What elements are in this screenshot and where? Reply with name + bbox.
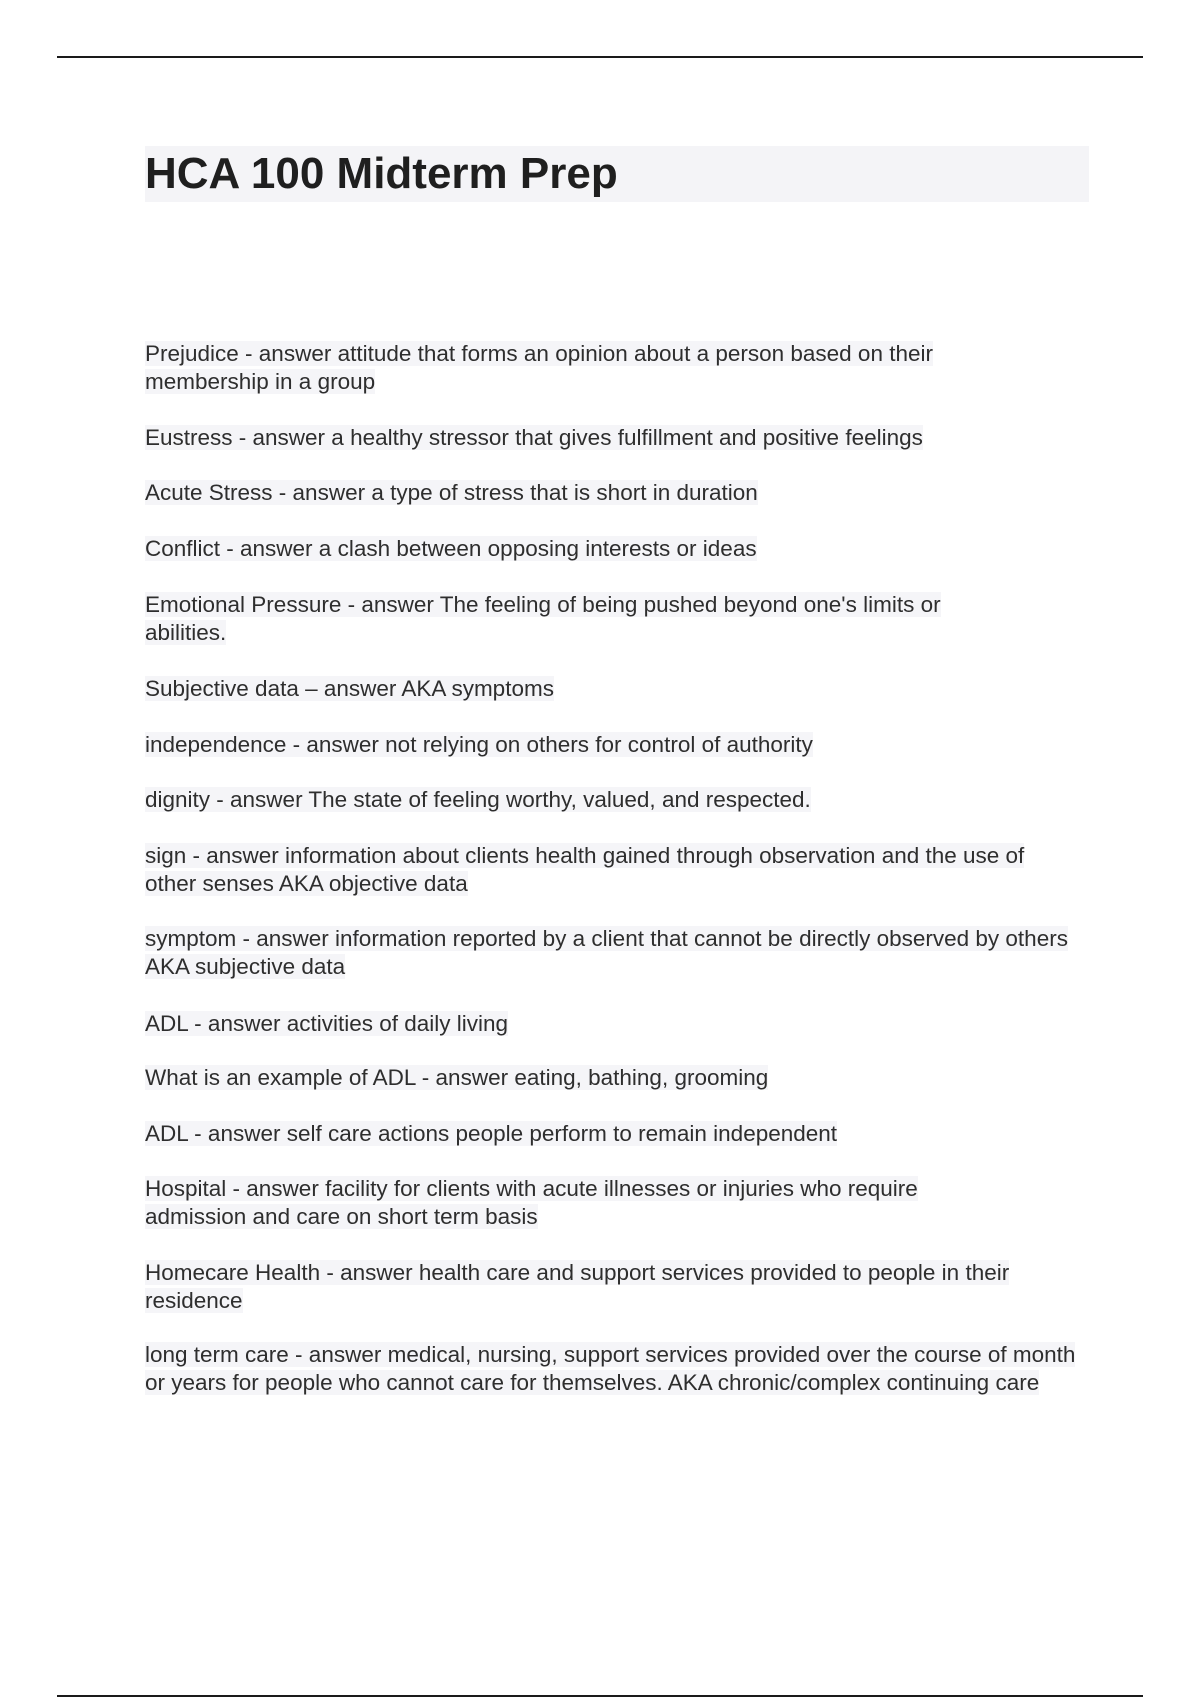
flashcard-entry	[145, 1120, 1085, 1148]
entry-text: What is an example of ADL - answer eating, bathing, grooming	[145, 1065, 769, 1090]
entry-text: Subjective data – answer AKA symptoms	[145, 676, 554, 701]
entry-text: Hospital - answer facility for clients with acute illnesses or injuries who require admission and care on short term basis	[145, 1176, 918, 1229]
bottom-rule	[57, 1695, 1143, 1697]
entry-text: ADL - answer activities of daily living	[145, 1011, 509, 1036]
entry-text: Prejudice - answer attitude that forms an opinion about a person based on their membership in a group	[145, 341, 933, 394]
flashcard-entry	[145, 1259, 1085, 1315]
entry-text: independence - answer not relying on others for control of authority	[145, 732, 813, 757]
flashcard-entry	[145, 1175, 1005, 1231]
page-title: HCA 100 Midterm Prep	[145, 149, 618, 198]
entry-text: Conflict - answer a clash between opposing interests or ideas	[145, 536, 757, 561]
flashcard-entry	[145, 591, 1015, 647]
entry-text: dignity - answer The state of feeling worthy, valued, and respected.	[145, 787, 811, 812]
flashcard-entry	[145, 1010, 1085, 1038]
top-rule	[57, 56, 1143, 58]
flashcard-entry	[145, 1341, 1080, 1397]
entry-text: Emotional Pressure - answer The feeling of being pushed beyond one's limits or abilities.	[145, 592, 941, 645]
entry-text: long term care - answer medical, nursing, support services provided over the course of month or years for people who cannot care for themselves. AKA chronic/complex continuing care	[145, 1342, 1076, 1395]
flashcard-entry	[145, 535, 1085, 563]
entry-text: Homecare Health - answer health care and support services provided to people in their residence	[145, 1260, 1010, 1313]
flashcard-entry	[145, 731, 1085, 759]
entry-text: Acute Stress - answer a type of stress that is short in duration	[145, 480, 758, 505]
flashcard-entry	[145, 479, 1085, 507]
flashcard-entry	[145, 675, 1085, 703]
flashcard-entry	[145, 340, 1015, 396]
entry-text: ADL - answer self care actions people perform to remain independent	[145, 1121, 838, 1146]
entry-text: Eustress - answer a healthy stressor that gives fulfillment and positive feelings	[145, 425, 923, 450]
flashcard-entry	[145, 925, 1080, 981]
flashcard-entry	[145, 786, 1085, 814]
flashcard-entry	[145, 424, 1085, 452]
entry-text: symptom - answer information reported by a client that cannot be directly observed by others AKA subjective data	[145, 926, 1068, 979]
flashcard-entry	[145, 842, 1080, 898]
entry-text: sign - answer information about clients health gained through observation and the use of other senses AKA objective data	[145, 843, 1025, 896]
flashcard-entry	[145, 1064, 1085, 1092]
